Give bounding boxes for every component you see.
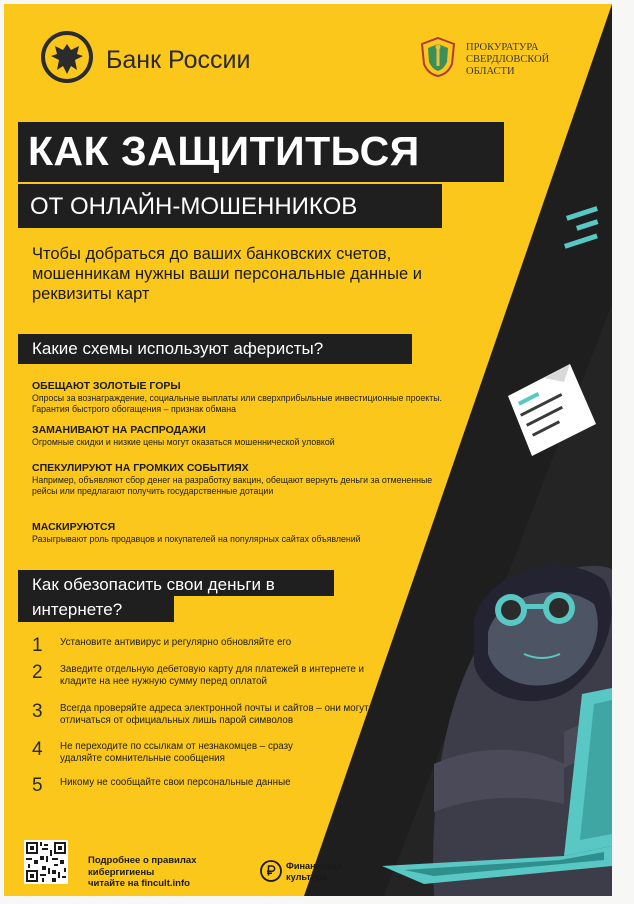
footer-line: кибергигиены	[88, 866, 155, 878]
safety-heading: Как обезопасить свои деньги в интернете?	[32, 575, 275, 619]
scheme-title: МАСКИРУЮТСЯ	[32, 521, 116, 533]
page-subtitle: ОТ ОНЛАЙН-МОШЕННИКОВ	[30, 193, 358, 220]
financial-culture-label	[286, 861, 342, 882]
prosecutor-line: ПРОКУРАТУРА	[466, 42, 539, 53]
footer-text	[88, 855, 197, 890]
prosecutor-office-name	[466, 42, 549, 78]
tip-text: Всегда проверяйте адреса электронной почты и сайтов – они могут отличаться от официальных лишь парой символов	[60, 703, 369, 726]
scheme-text: Огромные скидки и низкие цены могут оказаться мошеннической уловкой	[32, 437, 335, 447]
scheme-text: Опросы за вознаграждение, социальные выплаты или сверхприбыльные инвестиционные проекты. Гарантия быстрого обогащения – признак обмана	[32, 393, 442, 414]
qr-code-icon[interactable]	[24, 840, 68, 884]
tip-number: 1	[32, 635, 43, 656]
schemes-heading: Какие схемы используют аферисты?	[32, 339, 324, 358]
prosecutor-emblem-icon	[418, 36, 458, 78]
scheme-item	[32, 380, 442, 415]
scheme-item	[32, 424, 442, 448]
footer-link[interactable]: читайте на fincult.info	[88, 878, 190, 889]
poster	[4, 4, 612, 896]
page-title: КАК ЗАЩИТИТЬСЯ	[28, 128, 420, 174]
scheme-item	[32, 462, 442, 497]
scheme-text: Разыгрывают роль продавцов и покупателей на популярных сайтах объявлений	[32, 534, 361, 544]
ruble-coin-icon	[260, 860, 282, 882]
scheme-title: СПЕКУЛИРУЮТ НА ГРОМКИХ СОБЫТИЯХ	[32, 462, 249, 474]
bank-name: Банк России	[106, 46, 251, 74]
double-headed-eagle-icon	[40, 30, 94, 84]
intro-text: Чтобы добраться до ваших банковских счетов, мошенникам нужны ваши персональные данные и реквизиты карт	[32, 245, 423, 303]
prosecutor-line: СВЕРДЛОВСКОЙ	[466, 54, 550, 65]
tip-text: Не переходите по ссылкам от незнакомцев – сразу удаляйте сомнительные сообщения	[60, 741, 293, 764]
tip-text: Никому не сообщайте свои персональные данные	[60, 777, 291, 788]
tip-text: Заведите отдельную дебетовую карту для платежей в интернете и кладите на нее нужную сумму перед оплатой	[60, 664, 364, 687]
scheme-item	[32, 521, 442, 545]
footer-line: Подробнее о правилах	[88, 855, 197, 866]
scheme-title: ЗАМАНИВАЮТ НА РАСПРОДАЖИ	[32, 424, 206, 436]
tip-text: Установите антивирус и регулярно обновляйте его	[60, 637, 292, 648]
scheme-text: Например, объявляют сбор денег на разработку вакцин, обещают вернуть деньги за отмененные рейсы или предлагают получить государственные дотации	[32, 475, 433, 496]
fin-label-line: культура	[286, 871, 327, 882]
prosecutor-line: ОБЛАСТИ	[466, 66, 515, 77]
scheme-title: ОБЕЩАЮТ ЗОЛОТЫЕ ГОРЫ	[32, 380, 181, 392]
tip-number: 4	[32, 739, 43, 760]
tip-number: 2	[32, 662, 43, 683]
tip-number: 5	[32, 775, 43, 796]
fin-label-line: Финансовая	[286, 861, 343, 871]
tip-number: 3	[32, 701, 43, 722]
